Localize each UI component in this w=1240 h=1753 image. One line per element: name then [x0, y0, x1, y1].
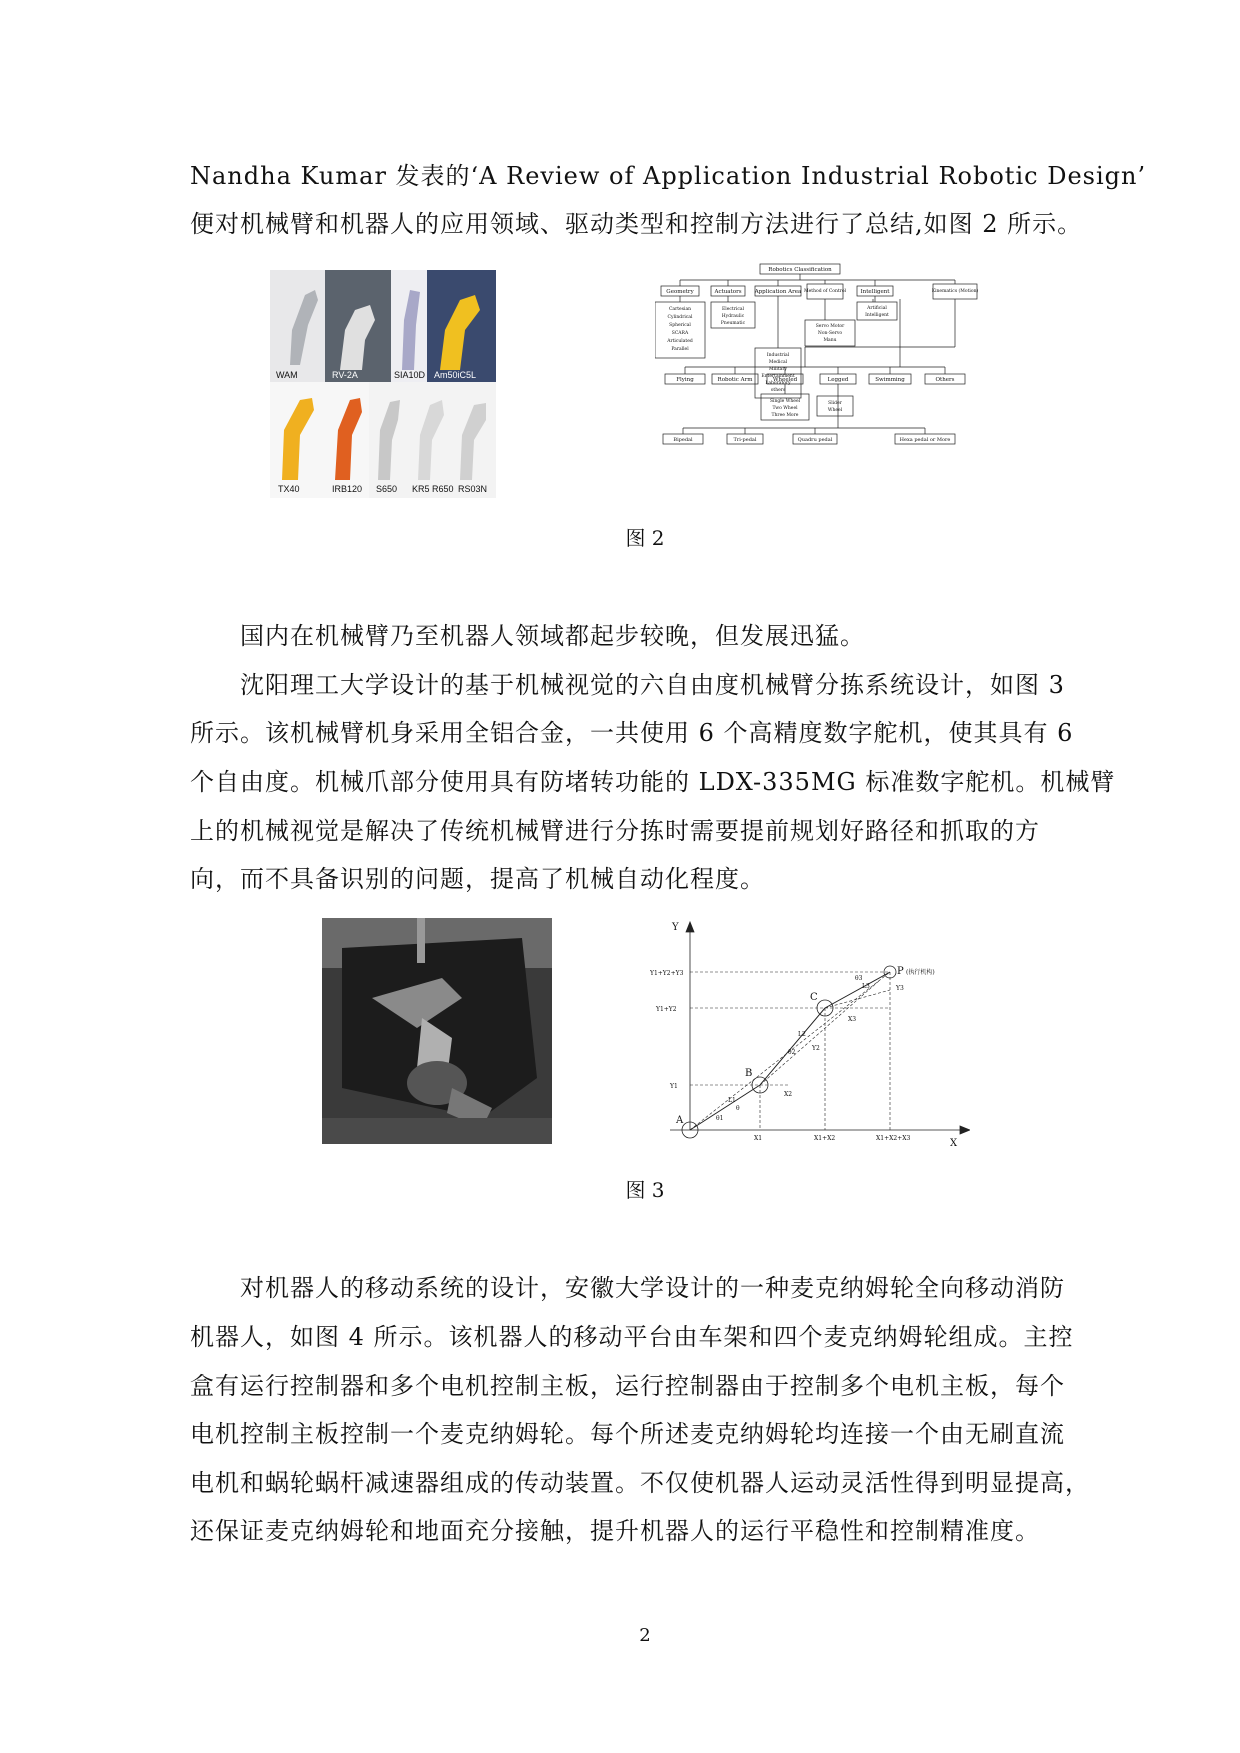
chart-motion-type: Flying [676, 377, 694, 383]
chart-item: Parallel [671, 347, 689, 352]
chart-motion-type: Wheeled [772, 377, 798, 383]
chart-item: Three More [771, 413, 799, 418]
point-label: P [897, 966, 904, 977]
paragraph-line: 向，而不具备识别的问题，提高了机械自动化程度。 [190, 865, 765, 893]
robotics-classification-tree [655, 262, 995, 502]
link-label: L2 [798, 1031, 806, 1038]
angle-label: θ2 [788, 1049, 796, 1056]
chart-item: Military [768, 367, 788, 372]
paragraph-line: 对机器人的移动系统的设计，安徽大学设计的一种麦克纳姆轮全向移动消防 [240, 1274, 1065, 1302]
x-tick: X1+X2+X3 [876, 1135, 911, 1142]
segment-label: Y3 [896, 985, 904, 992]
chart-item: Articulated [667, 339, 693, 344]
paragraph-line: 个自由度。机械爪部分使用具有防堵转功能的 LDX-335MG 标准数字舵机。机械臂 [190, 768, 1116, 796]
chart-item: others [770, 388, 786, 393]
paragraph-line: 还保证麦克纳姆轮和地面充分接触，提升机器人的运行平稳性和控制精准度。 [190, 1517, 1040, 1545]
point-label: A [676, 1115, 684, 1126]
chart-item: Wheel [827, 408, 843, 413]
photo-label: RS03N [458, 484, 488, 494]
intro-line: 便对机械臂和机器人的应用领域、驱动类型和控制方法进行了总结,如图 2 所示。 [190, 210, 1083, 238]
paragraph-line: 所示。该机械臂机身采用全铝合金，一共使用 6 个高精度数字舵机，使其具有 6 [190, 719, 1074, 747]
y-tick: Y1 [670, 1083, 678, 1090]
paragraph-line: 国内在机械臂乃至机器人领域都起步较晚，但发展迅猛。 [240, 622, 865, 650]
chart-legged-type: Quadru pedal [797, 437, 833, 443]
chart-item: Two Wheel [772, 406, 798, 411]
photo-label: S650 [376, 484, 398, 494]
paragraph-line: 沈阳理工大学设计的基于机械视觉的六自由度机械臂分拣系统设计，如图 3 [240, 671, 1065, 699]
chart-item: Manu [823, 338, 837, 343]
point-label: C [810, 992, 818, 1003]
chart-item: Electrical [722, 307, 744, 312]
paragraph-line: 盒有运行控制器和多个电机控制主板，运行控制器由于控制多个电机主板，每个 [190, 1372, 1065, 1400]
axis-label-y: Y [672, 922, 679, 933]
paragraph-line: 电机和蜗轮蜗杆减速器组成的传动装置。不仅使机器人运动灵活性得到明显提高， [190, 1469, 1090, 1497]
x-tick: X1+X2 [814, 1135, 836, 1142]
segment-label: Y2 [812, 1045, 820, 1052]
chart-item: Spherical [669, 323, 691, 328]
point-label: B [745, 1068, 753, 1079]
figure2-caption: 图 2 [625, 526, 665, 550]
chart-motion-type: Legged [827, 377, 849, 383]
chart-legged-type: Tri-pedal [733, 437, 757, 443]
kinematic-diagram [650, 920, 970, 1148]
chart-item: Entertainment [761, 374, 795, 379]
chart-legged-type: Bipedal [673, 437, 693, 443]
photo-label: KR5 R650 [412, 484, 454, 494]
chart-legged-type: Hexa pedal or More [899, 437, 951, 443]
chart-item: Intelligent [865, 313, 889, 318]
chart-motion-type: Robotic Arm [717, 377, 753, 383]
point-note: (执行机构) [906, 969, 935, 976]
paragraph-line: 上的机械视觉是解决了传统机械臂进行分拣时需要提前规划好路径和抓取的方 [190, 817, 1040, 845]
intro-line: Nandha Kumar 发表的‘A Review of Application Industrial Robotic Design’ [190, 162, 1147, 190]
chart-level1: Intelligent [860, 289, 890, 295]
y-tick: Y1+Y2+Y3 [650, 970, 684, 977]
chart-item: Artificial [867, 306, 887, 311]
chart-item: Slider [828, 401, 842, 406]
segment-label: X3 [848, 1016, 857, 1023]
angle-label: θ [736, 1105, 740, 1112]
chart-motion-type: Swimming [875, 377, 905, 383]
chart-item: Cylindrical [667, 315, 693, 320]
y-tick: Y1+Y2 [656, 1006, 677, 1013]
page-number: 2 [639, 1625, 651, 1646]
chart-motion-type: Others [935, 377, 955, 383]
paragraph-line: 电机控制主板控制一个麦克纳姆轮。每个所述麦克纳姆轮均连接一个由无刷直流 [190, 1420, 1065, 1448]
chart-item: Pneumatic [720, 321, 746, 326]
link-label: L1 [728, 1097, 736, 1104]
photo-label: RV-2A [332, 370, 358, 380]
segment-label: X2 [784, 1091, 793, 1098]
chart-item: Cartesian [668, 307, 692, 312]
chart-item: Non-Servo [817, 331, 843, 336]
chart-level1: Actuators [714, 289, 742, 295]
photo-label: Am50iC5L [434, 370, 477, 380]
chart-item: Servo Motor [815, 324, 845, 329]
x-tick: X1 [754, 1135, 763, 1142]
angle-label: θ1 [716, 1115, 724, 1122]
chart-root: Robotics Classification [768, 267, 832, 273]
chart-item: SCARA [671, 331, 689, 336]
chart-item: Single Wheel [769, 399, 801, 404]
chart-level1: Application Area [754, 289, 802, 295]
photo-label: SIA10D [394, 370, 426, 380]
paragraph-line: 机器人，如图 4 所示。该机器人的移动平台由车架和四个麦克纳姆轮组成。主控 [190, 1323, 1074, 1351]
photo-label: TX40 [278, 484, 300, 494]
photo-label: IRB120 [332, 484, 363, 494]
chart-level1: Geometry [666, 289, 694, 295]
photo-label: WAM [276, 370, 298, 380]
chart-level1: Kinematics (Motion) [931, 289, 979, 294]
chart-item: Hydraulic [721, 314, 745, 319]
chart-item: Medical [768, 360, 788, 365]
chart-item: Industrial [766, 353, 790, 358]
figure3-caption: 图 3 [625, 1178, 665, 1202]
angle-label: θ3 [855, 975, 863, 982]
chart-level1: Method of Control [804, 289, 846, 294]
axis-label-x: X [950, 1138, 958, 1148]
robot-arm-photo [322, 918, 552, 1144]
chart-item: Laboratory [765, 381, 791, 386]
link-label: L3 [862, 983, 870, 990]
